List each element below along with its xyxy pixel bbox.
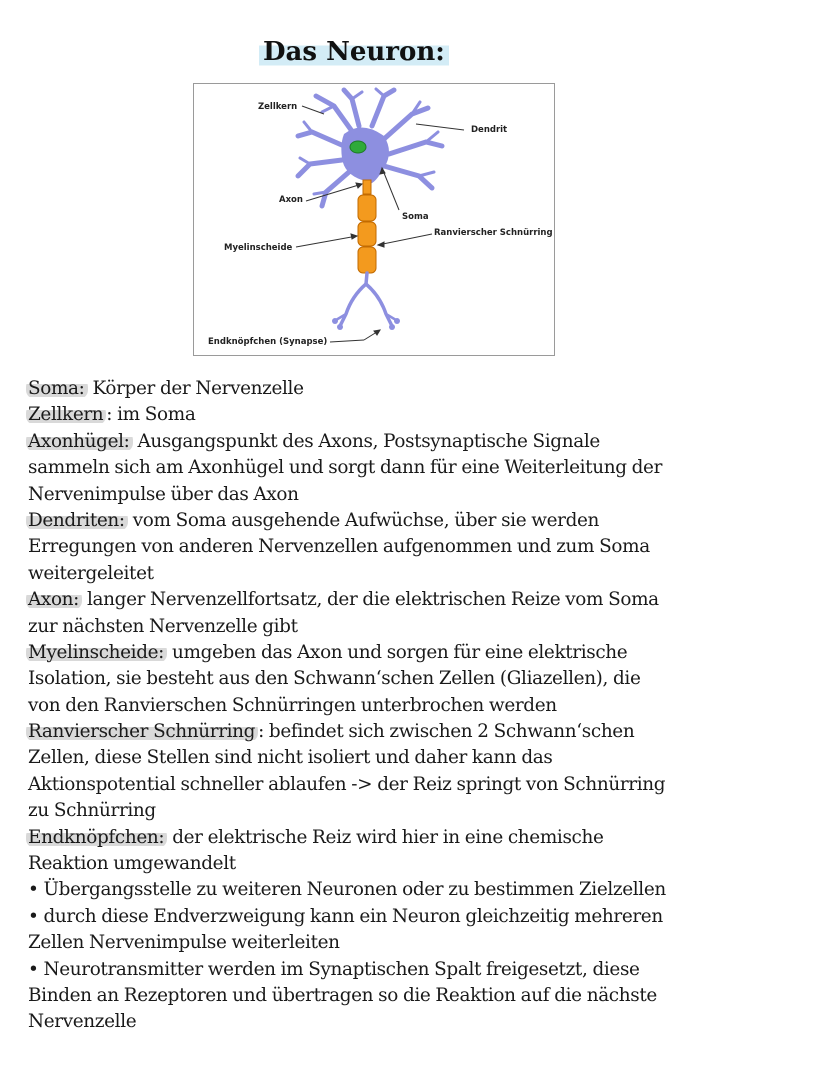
text-line	[28, 429, 818, 455]
text-line: Nervenzelle	[28, 1011, 137, 1033]
axon-hillock	[363, 180, 371, 194]
text-line	[28, 508, 818, 534]
text-line	[28, 640, 818, 666]
text-line	[28, 825, 818, 851]
label-myelinscheide: Myelinscheide	[224, 243, 293, 253]
definition-text: Ausgangspunkt des Axons, Postsynaptische Signale	[132, 430, 600, 452]
text-line: Nervenimpulse über das Axon	[28, 483, 299, 505]
term-axon: Axon:	[26, 589, 82, 610]
label-zellkern: Zellkern	[258, 102, 298, 112]
label-dendrit: Dendrit	[471, 125, 508, 135]
term-endknoepfchen: Endknöpfchen:	[26, 827, 167, 848]
term-dendriten: Dendriten:	[26, 510, 128, 531]
definition-text: umgeben das Axon und sorgen für eine elektrische	[167, 641, 628, 663]
myelin-sheath	[358, 195, 376, 273]
text-line: Aktionspotential schneller ablaufen -> der Reiz springt von Schnürring	[28, 773, 666, 795]
definition-text: vom Soma ausgehende Aufwüchse, über sie werden	[127, 509, 600, 531]
axon-terminals	[336, 273, 396, 326]
text-line: Erregungen von anderen Nervenzellen aufgenommen und zum Soma	[28, 536, 650, 558]
definition-text: : im Soma	[106, 404, 196, 426]
definition-text: : befindet sich zwischen 2 Schwann‘schen	[258, 721, 635, 743]
text-line: zu Schnürring	[28, 800, 156, 822]
bullet-item: • Neurotransmitter werden im Synaptischen Spalt freigesetzt, diese	[28, 958, 640, 980]
term-soma: Soma:	[26, 378, 88, 399]
nucleus	[350, 141, 366, 153]
term-axonhuegel: Axonhügel:	[26, 431, 133, 452]
page-title: Das Neuron:	[259, 36, 449, 68]
text-line: weitergeleitet	[28, 562, 154, 584]
text-line	[28, 402, 818, 428]
text-line	[28, 587, 818, 613]
definition-text: der elektrische Reiz wird hier in eine chemische	[167, 826, 604, 848]
text-line: Reaktion umgewandelt	[28, 853, 236, 875]
text-line: zur nächsten Nervenzelle gibt	[28, 615, 298, 637]
neuron-figure	[193, 83, 555, 356]
text-line: Zellen, diese Stellen sind nicht isoliert und daher kann das	[28, 747, 553, 769]
text-line: sammeln sich am Axonhügel und sorgt dann für eine Weiterleitung der	[28, 457, 663, 479]
text-line	[28, 376, 818, 402]
text-line	[28, 719, 818, 745]
bullet-item: • durch diese Endverzweigung kann ein Neuron gleichzeitig mehreren	[28, 905, 663, 927]
definition-text: Körper der Nervenzelle	[87, 378, 304, 399]
label-axon: Axon	[279, 195, 303, 205]
label-endknoepfchen: Endknöpfchen (Synapse)	[208, 337, 328, 347]
label-ranvier: Ranvierscher Schnürring	[434, 228, 553, 238]
term-zellkern: Zellkern	[26, 404, 106, 425]
text-line: Isolation, sie besteht aus den Schwann‘schen Zellen (Gliazellen), die	[28, 668, 641, 690]
text-line: von den Ranvierschen Schnürringen unterbrochen werden	[28, 694, 557, 716]
label-soma: Soma	[402, 212, 429, 222]
definition-text: langer Nervenzellfortsatz, der die elektrischen Reize vom Soma	[82, 589, 659, 611]
text-line: Binden an Rezeptoren und übertragen so die Reaktion auf die nächste	[28, 984, 657, 1006]
body-text	[28, 376, 818, 1036]
term-myelinscheide: Myelinscheide:	[26, 642, 167, 663]
bullet-item: • Übergangsstelle zu weiteren Neuronen oder zu bestimmen Zielzellen	[28, 879, 666, 901]
term-ranvierscher-schnuerring: Ranvierscher Schnürring	[26, 721, 258, 742]
text-line: Zellen Nervenimpulse weiterleiten	[28, 932, 340, 954]
